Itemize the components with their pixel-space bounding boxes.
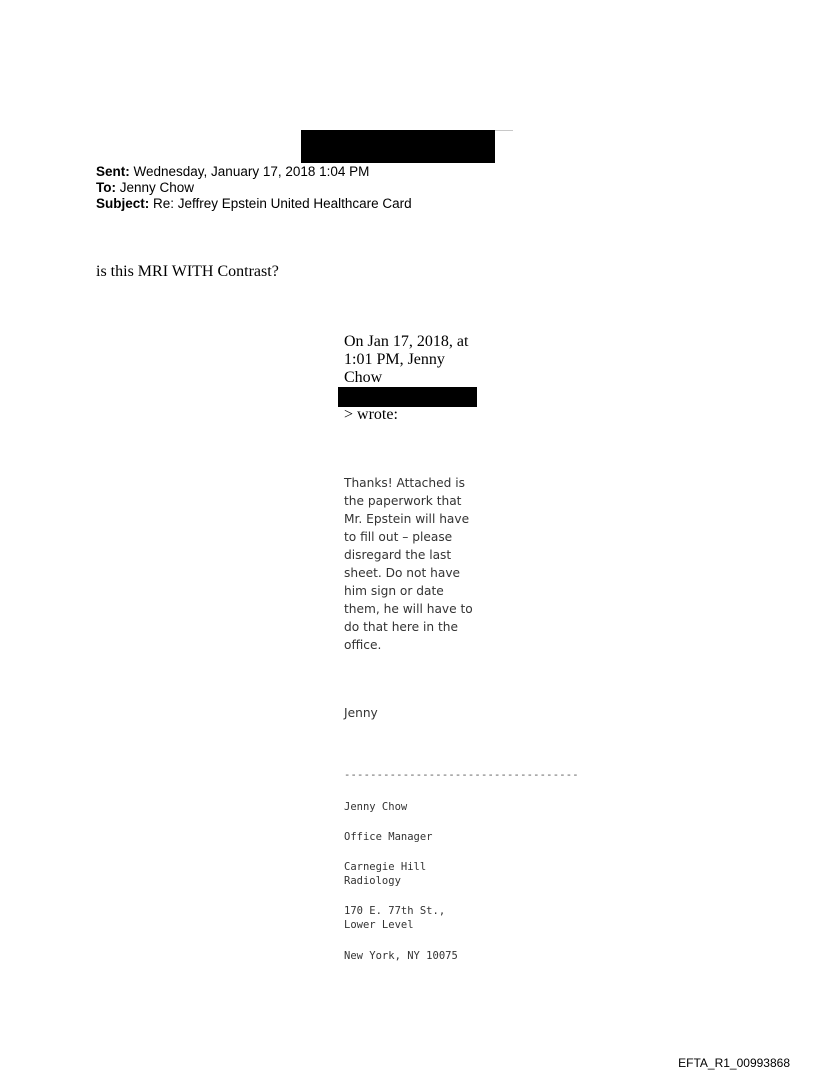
redaction-block-email	[338, 387, 477, 407]
sent-row	[96, 164, 412, 180]
signature-title: Office Manager	[344, 831, 433, 843]
sent-value: Wednesday, January 17, 2018 1:04 PM	[129, 164, 370, 179]
quote-wrote: > wrote:	[344, 406, 398, 423]
email-body: is this MRI WITH Contrast?	[96, 263, 279, 280]
signature-city: New York, NY 10075	[344, 950, 458, 962]
quoted-message: Thanks! Attached is the paperwork that Mr. Epstein will have to fill out – please disregard the last sheet. Do not have him sign or date them, he will have to do that here in the office.	[344, 476, 473, 652]
subject-value: Re: Jeffrey Epstein United Healthcare Card	[149, 196, 412, 211]
to-value: Jenny Chow	[116, 180, 195, 195]
quoted-signoff: Jenny	[344, 706, 378, 720]
subject-label: Subject:	[96, 196, 150, 211]
signature-org: Carnegie Hill Radiology	[344, 861, 427, 887]
subject-row	[96, 196, 412, 212]
redaction-block-sender	[301, 130, 495, 163]
signature-address: 170 E. 77th St., Lower Level	[344, 905, 446, 931]
quote-intro: On Jan 17, 2018, at 1:01 PM, Jenny Chow	[344, 333, 469, 386]
signature-separator: ------------------------------------	[344, 769, 579, 781]
to-row	[96, 180, 412, 196]
email-header	[96, 164, 412, 212]
signature-name: Jenny Chow	[344, 801, 408, 813]
document-id: EFTA_R1_00993868	[678, 1056, 790, 1070]
to-label: To:	[96, 180, 116, 195]
redaction-edge-line	[495, 130, 513, 131]
sent-label: Sent:	[96, 164, 130, 179]
